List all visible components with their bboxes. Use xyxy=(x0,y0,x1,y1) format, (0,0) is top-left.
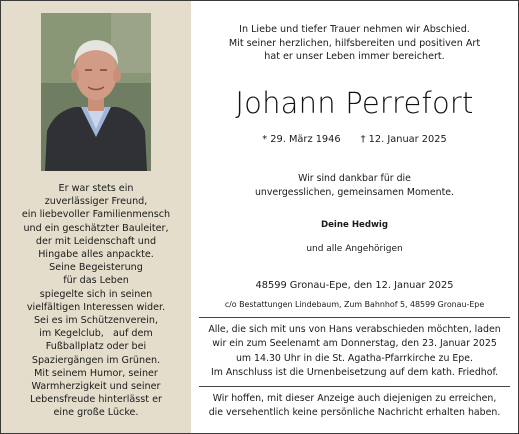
farewell-verse xyxy=(191,23,518,64)
gratitude-line: Wir sind dankbar für die xyxy=(298,173,411,184)
tribute-line: für das Leben xyxy=(63,275,129,287)
verse-line: In Liebe und tiefer Trauer nehmen wir Abschied. xyxy=(239,24,470,35)
announcement-panel xyxy=(191,1,518,433)
notification-note xyxy=(191,392,518,421)
gratitude-text xyxy=(191,172,518,199)
verse-line: Mit seiner herzlichen, hilfsbereiten und positiven Art xyxy=(228,37,481,49)
deceased-name: Johann Perrefort xyxy=(235,86,474,120)
life-dates xyxy=(191,134,518,145)
tribute-line: Er war stets ein xyxy=(58,183,134,194)
divider-line xyxy=(199,386,510,387)
death-date: † 12. Januar 2025 xyxy=(360,134,447,145)
notice-line: Wir hoffen, mit dieser Anzeige auch diejenigen zu erreichen, xyxy=(212,393,497,404)
tribute-line: der mit Leidenschaft und xyxy=(35,235,157,247)
tribute-text xyxy=(7,182,185,420)
mourning-address: c/o Bestattungen Lindebaum, Zum Bahnhof 5, 48599 Gronau-Epe xyxy=(224,300,485,309)
relatives-line: und alle Angehörigen xyxy=(306,244,403,254)
place-and-date: 48599 Gronau-Epe, den 12. Januar 2025 xyxy=(255,280,454,291)
verse-line: hat er unser Leben immer bereichert. xyxy=(264,51,445,63)
portrait-illustration xyxy=(41,13,151,171)
tribute-line: Fußballplatz oder bei xyxy=(45,341,147,353)
divider-line xyxy=(199,317,510,318)
signer-name: Deine Hedwig xyxy=(320,220,389,230)
tribute-line: Mit seinem Humor, seiner xyxy=(34,367,158,379)
tribute-line: Lebensfreude hinterlässt er xyxy=(30,394,162,406)
birth-date: * 29. März 1946 xyxy=(262,134,341,145)
tribute-line: eine große Lücke. xyxy=(53,407,139,419)
tribute-line: Warmherzigkeit und seiner xyxy=(31,381,161,393)
tribute-line: Hingabe alles anpackte. xyxy=(38,249,154,261)
tribute-line: Sei es im Schützenverein, xyxy=(33,315,159,327)
tribute-line: im Kegelclub, auf dem xyxy=(39,328,153,340)
funeral-service-info xyxy=(191,323,518,380)
portrait-photo xyxy=(41,13,151,171)
service-line: wir ein zum Seelenamt am Donnerstag, den 23. Januar 2025 xyxy=(212,338,497,350)
tribute-line: vielfältigen Interessen wider. xyxy=(26,301,166,313)
tribute-panel xyxy=(1,1,191,433)
service-line: Im Anschluss ist die Urnenbeisetzung auf dem kath. Friedhof. xyxy=(210,366,499,378)
notice-line: die versehentlich keine persönliche Nachricht erhalten haben. xyxy=(208,407,501,419)
gratitude-line: unvergesslichen, gemeinsamen Momente. xyxy=(254,186,455,198)
tribute-line: ein liebevoller Familienmensch xyxy=(21,209,171,221)
tribute-line: zuverlässiger Freund, xyxy=(44,196,148,208)
tribute-line: Seine Begeisterung xyxy=(49,262,143,274)
service-line: Alle, die sich mit uns von Hans verabschieden möchten, laden xyxy=(208,324,501,335)
service-line: um 14.30 Uhr in die St. Agatha-Pfarrkirche zu Epe. xyxy=(235,352,474,364)
tribute-line: spiegelte sich in seinen xyxy=(39,288,153,300)
tribute-line: Spaziergängen im Grünen. xyxy=(31,354,161,366)
tribute-line: und ein geschätzter Bauleiter, xyxy=(23,222,169,234)
